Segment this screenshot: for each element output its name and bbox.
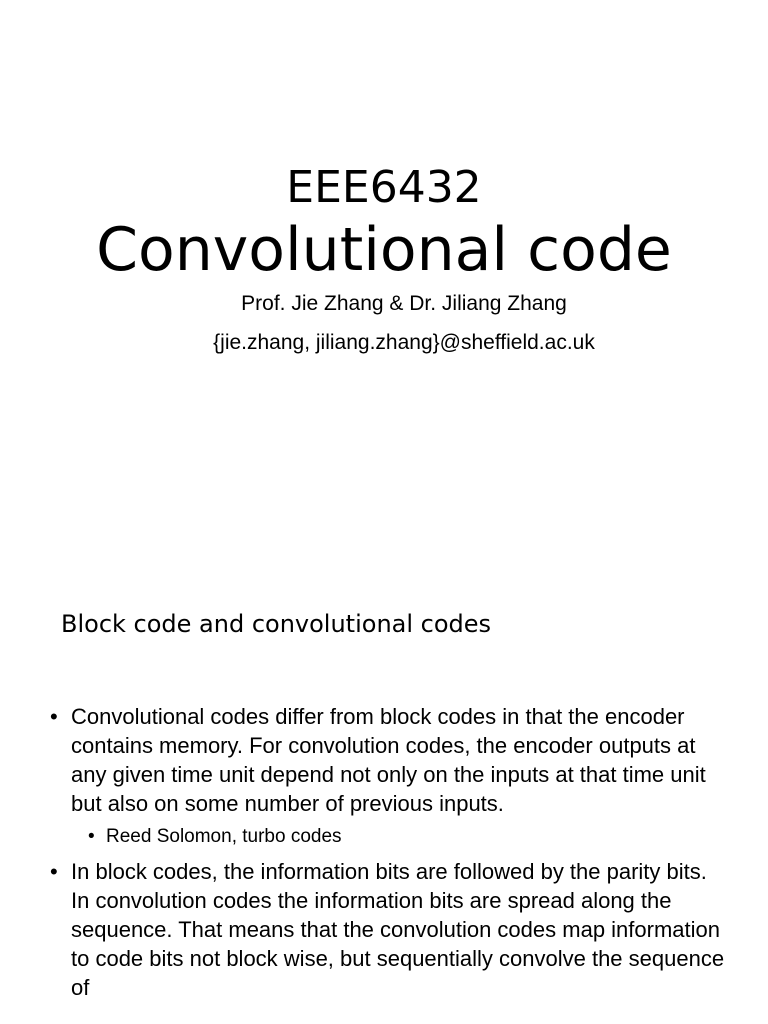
author-line: Prof. Jie Zhang & Dr. Jiliang Zhang <box>241 292 567 315</box>
bullet-item <box>50 702 730 850</box>
slide-heading: Block code and convolutional codes <box>61 610 492 638</box>
email-line: {jie.zhang, jiliang.zhang}@sheffield.ac.uk <box>213 331 595 354</box>
sub-bullet-text: Reed Solomon, turbo codes <box>106 826 342 847</box>
sub-bullet-item <box>88 824 730 850</box>
content-slide <box>0 576 768 1024</box>
bullet-text: Convolutional codes differ from block codes in that the encoder contains memory. For convolution codes, the encoder outputs at any given time unit depend not only on the inputs at that time unit but also on some number of previous inputs. <box>71 704 706 816</box>
bullet-icon: • <box>50 704 58 729</box>
bullet-item <box>50 857 730 1002</box>
bullet-icon: • <box>88 826 95 847</box>
bullet-icon: • <box>50 859 58 884</box>
slide-title: Convolutional code <box>96 215 672 285</box>
bullet-text: In block codes, the information bits are followed by the parity bits. In convolution codes the information bits are spread along the sequence. That means that the convolution codes map information to code bits not block wise, but sequentially convolve the sequence of <box>71 859 725 1000</box>
course-code: EEE6432 <box>286 162 482 213</box>
bullet-list <box>50 702 730 1009</box>
sub-bullet-list <box>71 824 730 850</box>
